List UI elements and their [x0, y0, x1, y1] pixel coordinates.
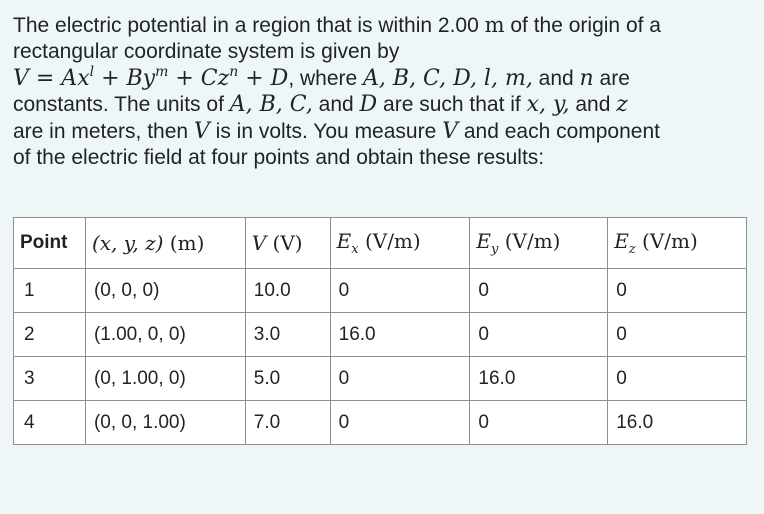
- formula-part: V = Ax: [13, 65, 90, 91]
- header-ex-sub: x: [351, 242, 359, 257]
- problem-text: of the origin of a: [504, 14, 661, 37]
- cell-potential: 10.0: [245, 269, 330, 313]
- potential-var: V: [442, 118, 458, 144]
- exponent-l: l: [89, 63, 95, 80]
- problem-text: and: [312, 93, 360, 117]
- cell-ex: 16.0: [330, 313, 470, 357]
- constant-n: n: [579, 65, 594, 91]
- cell-ez: 16.0: [608, 401, 747, 445]
- formula-part: + D: [238, 65, 289, 91]
- cell-ey: 16.0: [470, 357, 608, 401]
- header-potential: [245, 218, 330, 269]
- formula-part: + By: [94, 65, 156, 91]
- problem-line-6: of the electric field at four points and obtain these results:: [13, 146, 545, 170]
- cell-ey: 0: [470, 313, 608, 357]
- cell-potential: 5.0: [245, 357, 330, 401]
- problem-text: is in volts. You measure: [209, 119, 443, 143]
- formula-part: + Cz: [168, 65, 230, 91]
- problem-line-4: [13, 92, 753, 118]
- cell-ez: 0: [608, 313, 747, 357]
- header-ez-sub: z: [628, 242, 636, 257]
- problem-text: are: [593, 66, 630, 90]
- problem-text: The electric potential in a region that is within 2.00: [13, 14, 485, 37]
- table-header-row: [14, 218, 747, 269]
- cell-potential: 7.0: [245, 401, 330, 445]
- table-row: [14, 357, 747, 401]
- potential-var: V: [193, 118, 210, 144]
- header-ey-unit: (V/m): [498, 229, 561, 253]
- constant-d: D: [359, 92, 378, 118]
- cell-ex: 0: [330, 269, 470, 313]
- header-point: Point: [14, 218, 86, 269]
- header-ex-var: E: [336, 229, 352, 253]
- coordinate-z: z: [616, 92, 628, 118]
- constant-list: A, B, C, D, l, m,: [363, 65, 533, 91]
- header-ey-sub: y: [491, 242, 499, 257]
- cell-ez: 0: [608, 357, 747, 401]
- header-ez: [608, 218, 747, 269]
- cell-ey: 0: [470, 401, 608, 445]
- header-ex-unit: (V/m): [358, 229, 421, 253]
- problem-text: , where: [288, 66, 364, 90]
- header-ey: [470, 218, 608, 269]
- problem-text: are in meters, then: [13, 119, 194, 143]
- cell-point: 4: [14, 401, 86, 445]
- cell-coordinates: (1.00, 0, 0): [85, 313, 245, 357]
- header-ez-var: E: [614, 229, 629, 253]
- cell-point: 3: [14, 357, 86, 401]
- header-v-unit: (V): [266, 230, 303, 255]
- potential-formula: [13, 63, 289, 91]
- exponent-n: n: [229, 63, 239, 80]
- header-coordinates: [85, 218, 245, 269]
- cell-ex: 0: [330, 357, 470, 401]
- header-v-var: V: [251, 230, 267, 255]
- problem-text: and: [569, 93, 617, 117]
- problem-text: and: [532, 66, 580, 90]
- cell-ez: 0: [608, 269, 747, 313]
- header-coords-unit: (m): [163, 230, 205, 255]
- problem-text: and each component: [458, 119, 660, 143]
- table-row: [14, 269, 747, 313]
- header-ex: [330, 218, 470, 269]
- problem-text: constants. The units of: [13, 93, 230, 117]
- table-row: [14, 401, 747, 445]
- header-ez-unit: (V/m): [635, 229, 698, 253]
- problem-text: are such that if: [377, 93, 527, 117]
- cell-ey: 0: [470, 269, 608, 313]
- cell-coordinates: (0, 1.00, 0): [85, 357, 245, 401]
- cell-potential: 3.0: [245, 313, 330, 357]
- constant-list: A, B, C,: [229, 92, 313, 118]
- cell-coordinates: (0, 0, 0): [85, 269, 245, 313]
- cell-coordinates: (0, 0, 1.00): [85, 401, 245, 445]
- header-ey-var: E: [476, 229, 492, 253]
- results-table: [13, 217, 747, 445]
- table-row: [14, 313, 747, 357]
- cell-point: 1: [14, 269, 86, 313]
- exponent-m: m: [155, 63, 169, 80]
- coordinate-vars: x, y,: [526, 92, 570, 118]
- problem-line-3: [13, 63, 753, 92]
- problem-line-5: [13, 119, 753, 145]
- problem-statement: [13, 12, 753, 171]
- header-coords-vars: (x, y, z): [91, 230, 164, 255]
- problem-line-1: [13, 12, 753, 39]
- unit-meters: m: [484, 13, 505, 37]
- problem-line-2: rectangular coordinate system is given by: [13, 40, 400, 64]
- cell-ex: 0: [330, 401, 470, 445]
- cell-point: 2: [14, 313, 86, 357]
